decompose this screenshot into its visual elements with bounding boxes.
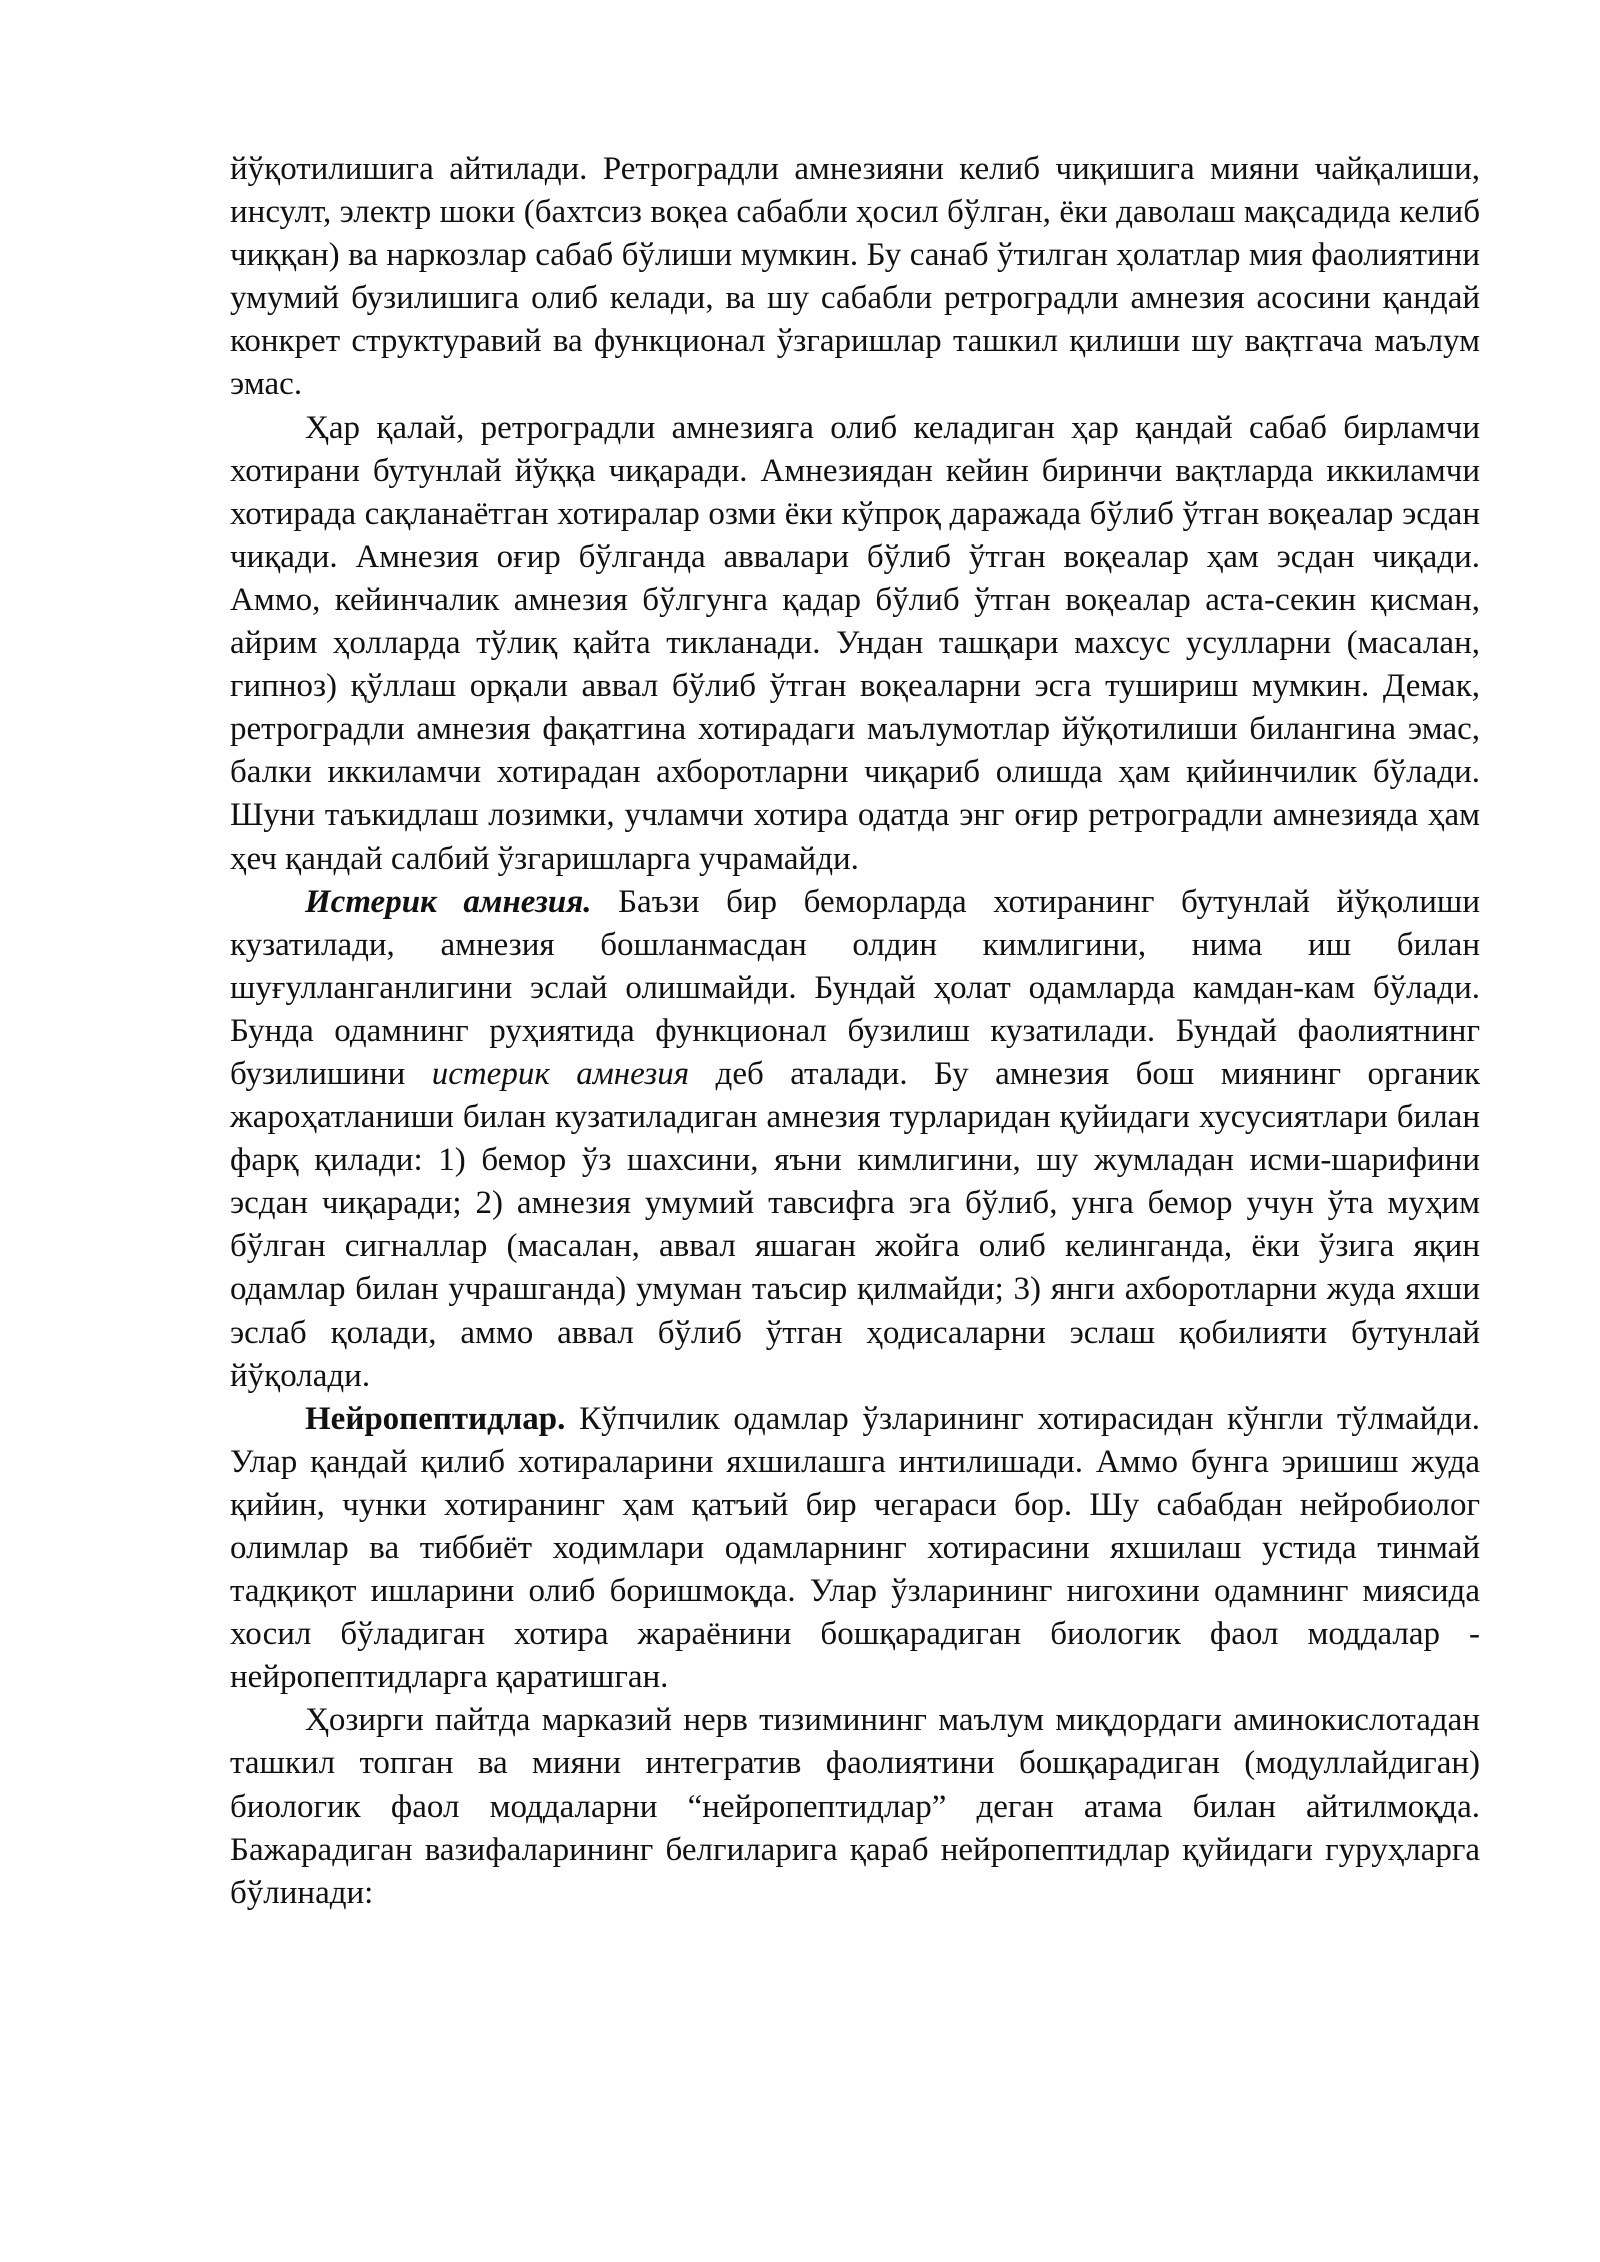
section-heading-neuropeptides: Нейропептидлар. (305, 1400, 566, 1437)
paragraph-continuation: йўқотилишига айтилади. Ретроградли амнезияни келиб чиқишига мияни чайқалиши, инсулт, электр шоки (бахтсиз воқеа сабабли ҳосил бўлган, ёки даволаш мақсадида келиб чиққан) ва наркозлар сабаб бўлиши мумкин. Бу санаб ўтилган ҳолатлар мия фаолиятини умумий бузилишига олиб келади, ва шу сабабли ретроградли амнезия асосини қандай конкрет структуравий ва функционал ўзгаришлар ташкил қилиши шу вақтгача маълум эмас. (230, 151, 1480, 403)
paragraph-retrograde-amnesia: Ҳар қалай, ретроградли амнезияга олиб келадиган ҳар қандай сабаб бирламчи хотирани бутунлай йўққа чиқаради. Амнезиядан кейин биринчи вақтларда иккиламчи хотирада сақланаётган хотиралар озми ёки кўпроқ даражада бўлиб ўтган воқеалар эсдан чиқади. Амнезия оғир бўлганда аввалари бўлиб ўтган воқеалар ҳам эсдан чиқади. Аммо, кейинчалик амнезия бўлгунга қадар бўлиб ўтган воқеалар аста-секин қисман, айрим ҳолларда тўлиқ қайта тикланади. Ундан ташқари махсус усулларни (масалан, гипноз) қўллаш орқали аввал бўлиб ўтган воқеаларни эсга тушириш мумкин. Демак, ретроградли амнезия фақатгина хотирадаги маълумотлар йўқотилиши билангина эмас, балки иккиламчи хотирадан ахборотларни чиқариб олишда ҳам қийинчилик бўлади. Шуни таъкидлаш лозимки, учламчи хотира одатда энг оғир ретроградли амнезияда ҳам ҳеч қандай салбий ўзгаришларга учрамайди. (230, 409, 1480, 877)
italic-term: истерик амнезия (431, 1055, 690, 1092)
paragraph-text: Кўпчилик одамлар ўзларининг хотирасидан кўнгли тўлмайди. Улар қандай қилиб хотираларини яхшилашга интилишади. Аммо бунга эришиш жуда қийин, чунки хотиранинг ҳам қатъий бир чегараси бор. Шу сабабдан нейробиолог олимлар ва тиббиёт ходимлари одамларнинг хотирасини яхшилаш устида тинмай тадқиқот ишларини олиб боришмоқда. Улар ўзларининг нигохини одамнинг миясида хосил бўладиган хотира жараёнини бошқарадиган биологик фаол моддалар - нейропептидларга қаратишган. (230, 1400, 1480, 1696)
paragraph-text: Баъзи бир беморларда хотиранинг бутунлай йўқолиши кузатилади, амнезия бошланмасдан олдин кимлигини, нима иш билан шуғулланганлигини эслай олишмайди. Бундай ҳолат одамларда камдан-кам бўлади. Бунда одамнинг руҳиятида функционал бузилиш кузатилади. Бундай фаолиятнинг бузилишини (230, 883, 1480, 1092)
document-body (230, 148, 1480, 1915)
paragraph-neuropeptides (230, 1398, 1480, 1700)
paragraph-text: деб аталади. Бу амнезия бош миянинг органик жароҳатланиши билан кузатиладиган амнезия турларидан қуйидаги хусусиятлари билан фарқ қилади: 1) бемор ўз шахсини, яъни кимлигини, шу жумладан исми-шарифини эсдан чиқаради; 2) амнезия умумий тавсифга эга бўлиб, унга бемор учун ўта муҳим бўлган сигналлар (масалан, аввал яшаган жойга олиб келинганда, ёки ўзига яқин одамлар билан учрашганда) умуман таъсир қилмайди; 3) янги ахборотларни жуда яхши эслаб қолади, аммо аввал бўлиб ўтган ҳодисаларни эслаш қобилияти бутунлай йўқолади. (230, 1055, 1481, 1394)
paragraph-neuropeptide-groups: Ҳозирги пайтда марказий нерв тизимининг маълум миқдордаги аминокислотадан ташкил топган ва мияни интегратив фаолиятини бошқарадиган (модуллайдиган) биологик фаол моддаларни “нейропептидлар” деган атама билан айтилмоқда. Бажарадиган вазифаларининг белгиларига қараб нейропептидлар қуйидаги гуруҳларга бўлинади: (230, 1702, 1480, 1911)
section-heading-hysterical-amnesia: Истерик амнезия. (305, 883, 592, 920)
paragraph-hysterical-amnesia (230, 881, 1480, 1398)
